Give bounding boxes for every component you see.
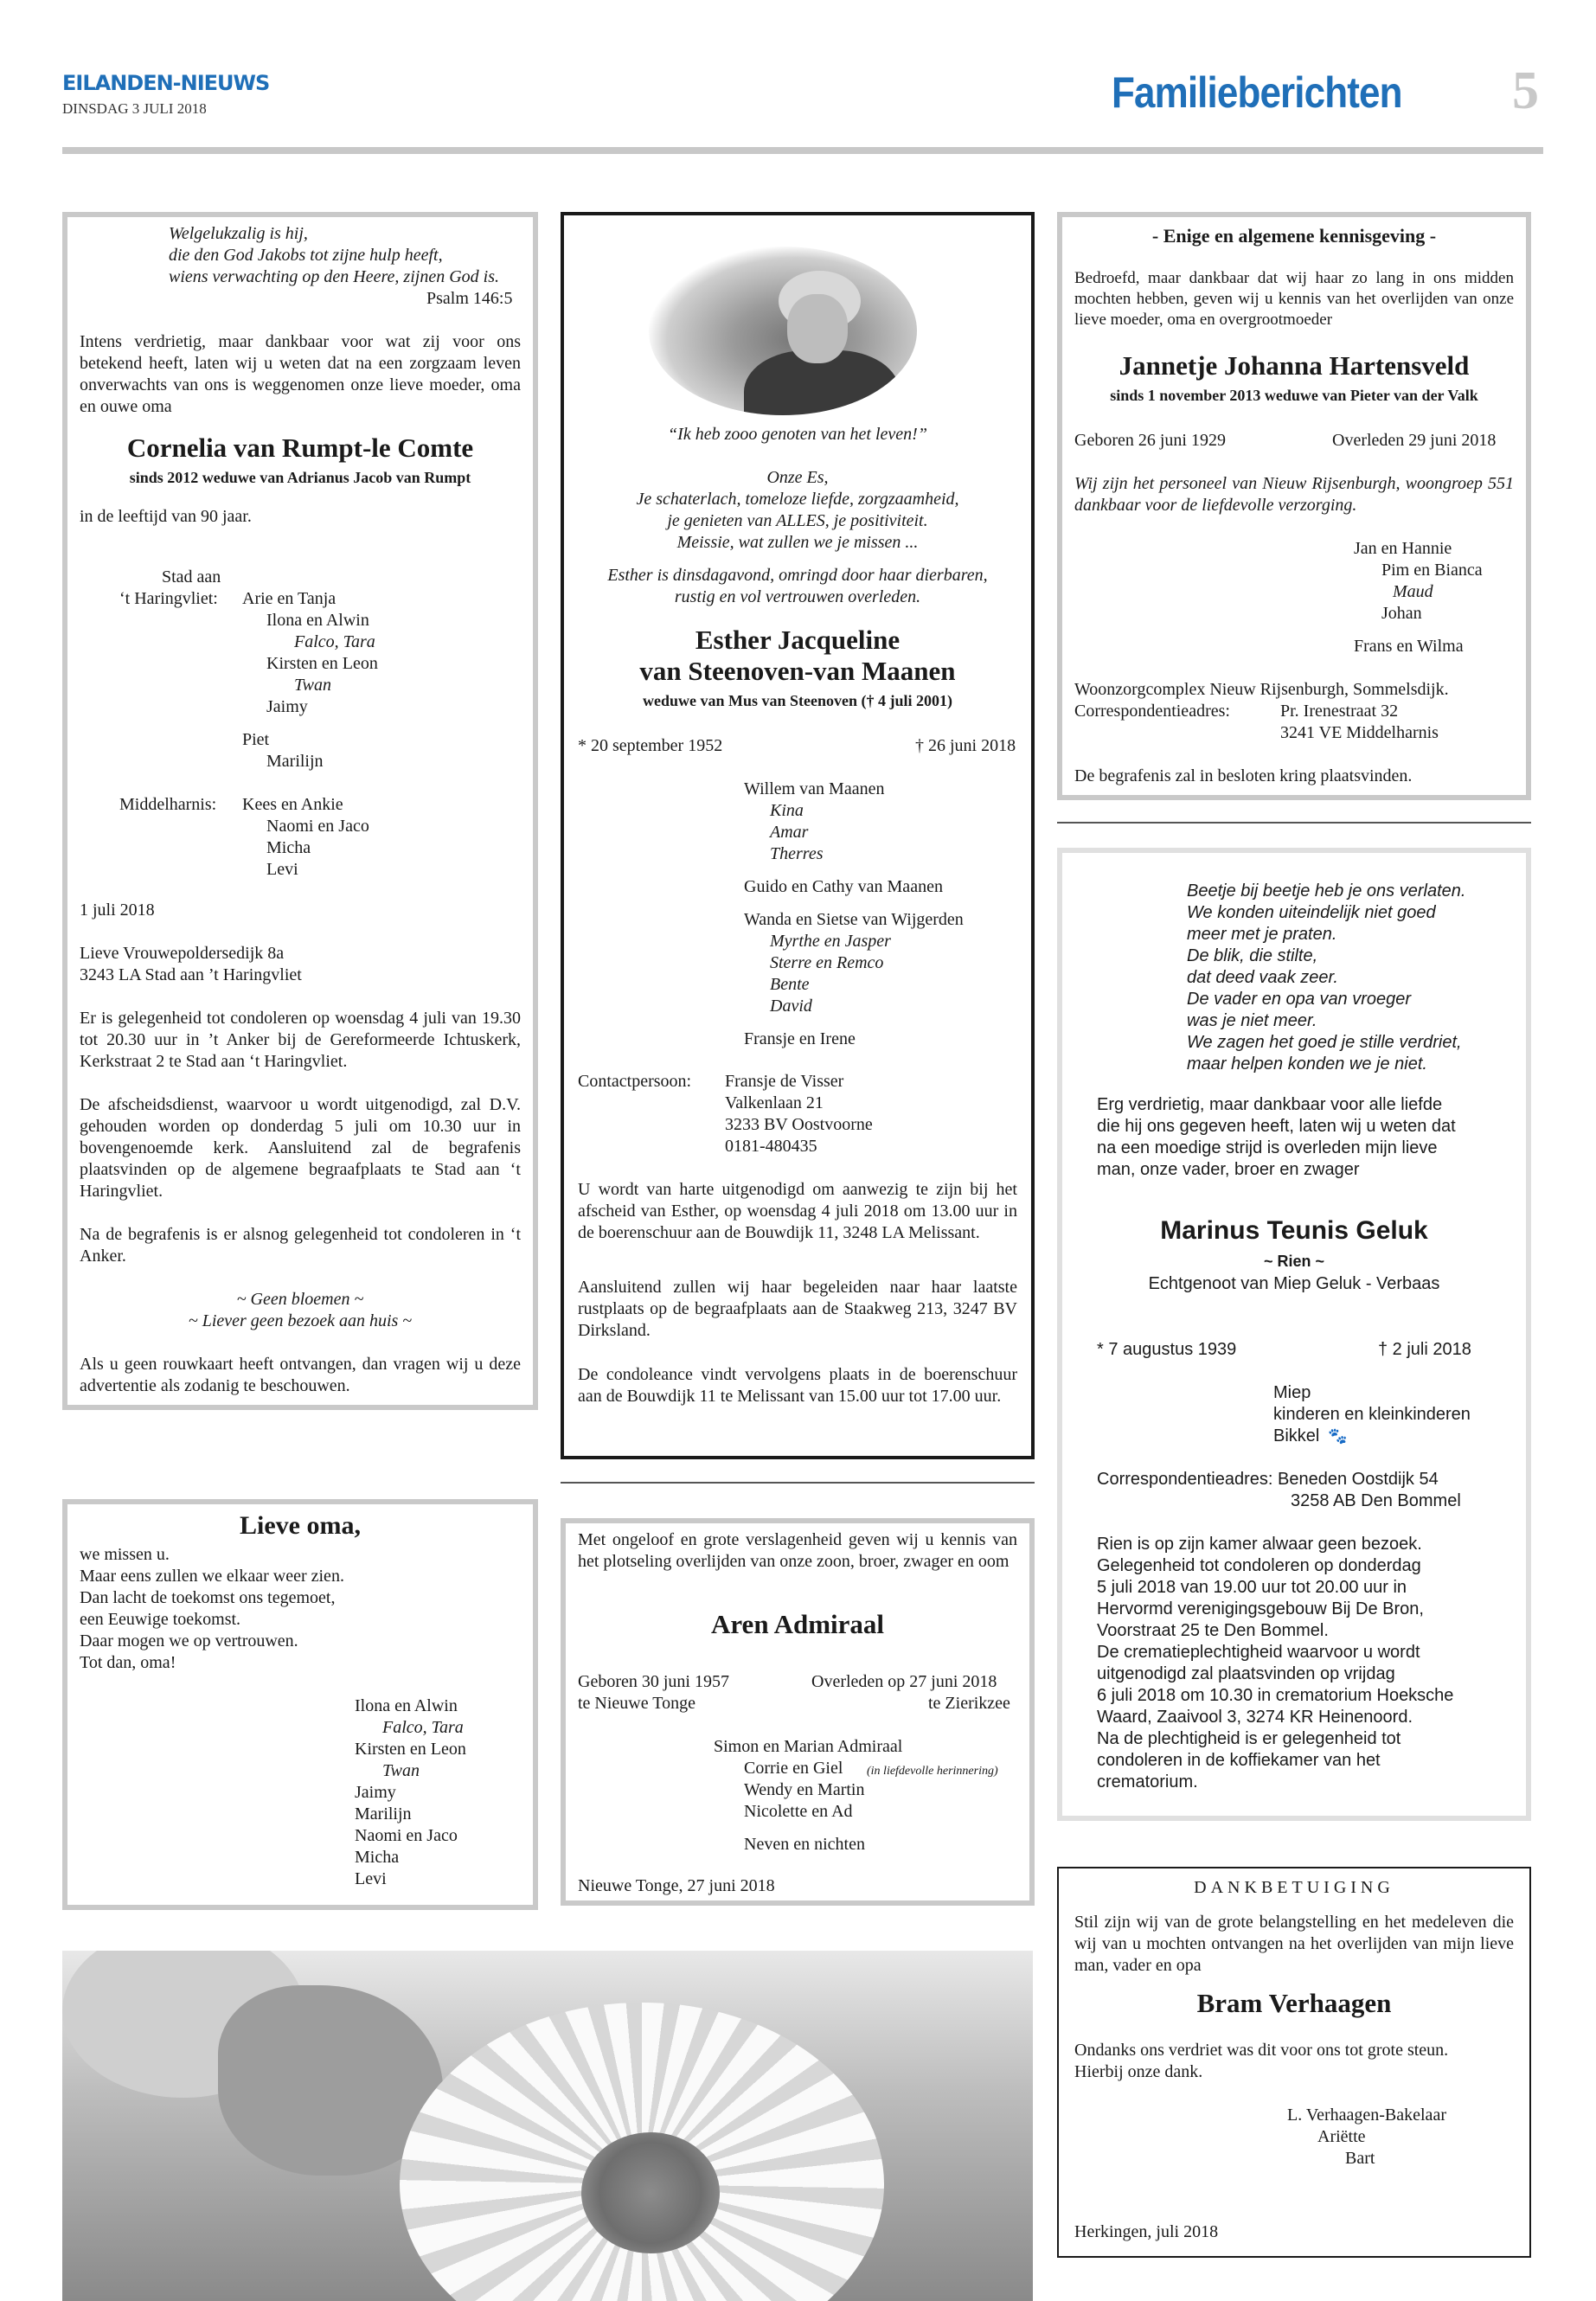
- family-member: Jan en Hannie: [1354, 539, 1452, 558]
- memory-note: (in liefdevolle herinnering): [867, 1765, 998, 1778]
- family-member: Willem van Maanen: [744, 779, 885, 798]
- oma-title: Lieve oma,: [240, 1511, 361, 1540]
- family-member: Falco, Tara: [382, 1718, 464, 1737]
- info-line: Hervormd verenigingsgebouw Bij De Bron,: [1097, 1599, 1424, 1618]
- page-number: 5: [1512, 61, 1539, 120]
- notice-heading: DANKBETUIGING: [1194, 1878, 1394, 1897]
- birth-date: * 20 september 1952: [578, 736, 723, 755]
- deceased-name: van Steenoven-van Maanen: [639, 656, 956, 686]
- family-member: Pim en Bianca: [1381, 561, 1483, 580]
- passing-line: Esther is dinsdagavond, omringd door haar dierbaren,: [607, 566, 988, 585]
- family-member: Kirsten en Leon: [355, 1740, 466, 1759]
- deceased-name: Jannetje Johanna Hartensveld: [1118, 350, 1470, 381]
- birth-date: * 7 augustus 1939: [1097, 1340, 1237, 1359]
- family-member: Micha: [266, 838, 311, 857]
- info-line: Rien is op zijn kamer alwaar geen bezoek.: [1097, 1535, 1422, 1554]
- quote-line: wiens verwachting op den Heere, zijnen God is.: [169, 267, 499, 286]
- death-date: † 2 juli 2018: [1378, 1340, 1471, 1359]
- family-member: Fransje en Irene: [744, 1029, 856, 1048]
- family-member: Arie en Tanja: [242, 589, 337, 608]
- deceased-subtitle: sinds 2012 weduwe van Adrianus Jacob van Rumpt: [129, 469, 471, 486]
- after-burial-info: Na de begrafenis is er alsnog gelegenheid tot condoleren in ‘t Anker.: [80, 1225, 521, 1266]
- deceased-name: Cornelia van Rumpt-le Comte: [126, 433, 474, 463]
- card-note: Als u geen rouwkaart heeft ontvangen, dan vragen wij u deze advertentie als zodanig te beschouwen.: [80, 1355, 521, 1395]
- esther-quote: “Ik heb zooo genoten van het leven!”: [668, 425, 927, 444]
- info-line: Waard, Zaaivool 3, 3274 KR Heinenoord.: [1097, 1708, 1413, 1727]
- notice-place-date: Nieuwe Tonge, 27 juni 2018: [578, 1876, 775, 1895]
- family-member: Kirsten en Leon: [266, 654, 378, 673]
- poem-line: De vader en opa van vroeger: [1187, 990, 1412, 1009]
- family-member: Miep: [1273, 1383, 1311, 1402]
- family-member: Bikkel: [1273, 1426, 1320, 1445]
- quote-line: Welgelukzalig is hij,: [169, 224, 308, 243]
- family-member: Levi: [355, 1869, 387, 1888]
- death-date: † 26 juni 2018: [915, 736, 1016, 755]
- family-member: Sterre en Remco: [770, 953, 884, 972]
- paw-icon: 🐾: [1328, 1427, 1348, 1445]
- contact-line: 3233 BV Oostvoorne: [725, 1115, 873, 1134]
- family-member: Frans en Wilma: [1354, 637, 1464, 656]
- spouse-line: Echtgenoot van Miep Geluk - Verbaas: [1148, 1274, 1440, 1293]
- notice-heading: - Enige en algemene kennisgeving -: [1151, 225, 1437, 247]
- notice-intro: Met ongeloof en grote verslagenheid geven wij u kennis van het plotseling overlijden van onze zoon, broer, zwager en oom: [578, 1530, 1017, 1571]
- family-member: Marilijn: [355, 1804, 412, 1823]
- family-member: Ilona en Alwin: [266, 611, 369, 630]
- family-member: Piet: [242, 730, 270, 749]
- newspaper-logo: EILANDEN-NIEUWS: [62, 71, 270, 95]
- poem-line: We zagen het goed je stille verdriet,: [1187, 1033, 1462, 1052]
- age-line: in de leeftijd van 90 jaar.: [80, 507, 252, 526]
- family-member: Kina: [770, 801, 804, 820]
- portrait-photo: [649, 247, 917, 415]
- family-member: Levi: [266, 860, 298, 879]
- family-member: Twan: [382, 1761, 420, 1780]
- family-member: Maud: [1393, 582, 1433, 601]
- passing-line: rustig en vol vertrouwen overleden.: [674, 587, 921, 606]
- family-member: Naomi en Jaco: [355, 1826, 458, 1845]
- birth-date: Geboren 26 juni 1929: [1074, 431, 1226, 450]
- info-line: 6 juli 2018 om 10.30 in crematorium Hoeksche: [1097, 1686, 1454, 1705]
- family-member: Amar: [770, 823, 809, 842]
- family-member: Therres: [770, 844, 824, 863]
- deceased-subtitle: sinds 1 november 2013 weduwe van Pieter van der Valk: [1110, 387, 1478, 404]
- poem-line: Beetje bij beetje heb je ons verlaten.: [1187, 881, 1466, 901]
- intro-line: Erg verdrietig, maar dankbaar voor alle liefde: [1097, 1095, 1443, 1114]
- family-member: Marilijn: [266, 752, 324, 771]
- address-line: 3243 LA Stad aan ’t Haringvliet: [80, 965, 302, 984]
- intro-line: man, onze vader, broer en zwager: [1097, 1160, 1360, 1179]
- column-separator: [561, 1482, 1035, 1484]
- oma-line: we missen u.: [80, 1545, 170, 1564]
- care-home: Woonzorgcomplex Nieuw Rijsenburgh, Sommelsdijk.: [1074, 680, 1449, 699]
- thanks-line: Ondanks ons verdriet was dit voor ons tot grote steun.: [1074, 2041, 1449, 2060]
- deceased-nickname: ~ Rien ~: [1263, 1253, 1325, 1270]
- issue-date: DINSDAG 3 JULI 2018: [62, 100, 207, 117]
- family-member: David: [770, 997, 812, 1016]
- family-member: Simon en Marian Admiraal: [714, 1737, 903, 1756]
- family-member: Bente: [770, 975, 810, 994]
- deceased-name: Esther Jacqueline: [695, 625, 901, 655]
- section-title: Familieberichten: [1112, 68, 1402, 117]
- info-line: 5 juli 2018 van 19.00 uur tot 20.00 uur in: [1097, 1578, 1407, 1597]
- condolence-info: De condoleance vindt vervolgens plaats in de boerenschuur aan de Bouwdijk 11 te Melissant van 15.00 uur tot 17.00 uur.: [578, 1365, 1017, 1406]
- no-flowers: ~ Geen bloemen ~: [236, 1290, 364, 1309]
- birth-place: te Nieuwe Tonge: [578, 1694, 695, 1713]
- family-member: kinderen en kleinkinderen: [1273, 1405, 1471, 1424]
- notice-intro: Bedroefd, maar dankbaar dat wij haar zo lang in ons midden mochten hebben, geven wij u kennis van het overlijden van onze lieve moeder, oma en overgrootmoeder: [1074, 269, 1514, 329]
- oma-line: een Eeuwige toekomst.: [80, 1610, 241, 1629]
- poem-line: Meissie, wat zullen we je missen ...: [676, 533, 919, 552]
- family-member: Johan: [1381, 604, 1422, 623]
- info-line: De crematieplechtigheid waarvoor u wordt: [1097, 1643, 1420, 1662]
- deceased-name: Marinus Teunis Geluk: [1160, 1216, 1428, 1245]
- death-date: Overleden op 27 juni 2018: [811, 1672, 997, 1691]
- family-member: Bart: [1345, 2149, 1375, 2168]
- contact-line: 0181-480435: [725, 1137, 817, 1156]
- correspondence-address: Correspondentieadres: Beneden Oostdijk 54: [1097, 1470, 1439, 1489]
- notice-intro: Stil zijn wij van de grote belangstelling en het medeleven die wij van u mochten ontvangen na het overlijden van mijn lieve man, vader en opa: [1074, 1913, 1514, 1975]
- family-member: Twan: [294, 676, 331, 695]
- correspondence-address: Pr. Irenestraat 32: [1280, 702, 1399, 721]
- family-member: Falco, Tara: [294, 632, 375, 651]
- poem-line: Onze Es,: [766, 468, 829, 487]
- daisy-center: [581, 2132, 720, 2253]
- family-member: Myrthe en Jasper: [770, 932, 891, 951]
- deceased-name: Aren Admiraal: [710, 1609, 885, 1639]
- birth-date: Geboren 30 juni 1957: [578, 1672, 729, 1691]
- family-member: Wendy en Martin: [744, 1780, 865, 1799]
- staff-thanks: Wij zijn het personeel van Nieuw Rijsenburgh, woongroep 551 dankbaar voor de liefdevolle verzorging.: [1074, 474, 1514, 515]
- poem-line: dat deed vaak zeer.: [1187, 968, 1338, 987]
- oma-line: Dan lacht de toekomst ons tegemoet,: [80, 1588, 336, 1607]
- farewell-info: U wordt van harte uitgenodigd om aanwezig te zijn bij het afscheid van Esther, op woensdag 4 juli 2018 om 13.00 uur in de boerenschuur aan de Bouwdijk 11, 3248 LA Melissant.: [578, 1180, 1017, 1242]
- intro-line: die hij ons gegeven heeft, laten wij u weten dat: [1097, 1117, 1456, 1136]
- info-line: Gelegenheid tot condoleren op donderdag: [1097, 1556, 1421, 1575]
- condolence-info: Er is gelegenheid tot condoleren op woensdag 4 juli van 19.30 tot 20.30 uur in ’t Anker bij de Gereformeerde Ichtuskerk, Kerkstraat 2 te Stad aan ‘t Haringvliet.: [80, 1009, 521, 1071]
- family-member: Micha: [355, 1848, 400, 1867]
- death-date: Overleden 29 juni 2018: [1332, 431, 1497, 450]
- deceased-subtitle: weduwe van Mus van Steenoven († 4 juli 2001): [642, 692, 952, 709]
- no-visits: ~ Liever geen bezoek aan huis ~: [188, 1311, 413, 1330]
- info-line: Na de plechtigheid is er gelegenheid tot: [1097, 1729, 1401, 1748]
- header-rule: [62, 147, 1543, 154]
- info-line: crematorium.: [1097, 1772, 1198, 1791]
- family-member: Guido en Cathy van Maanen: [744, 877, 943, 896]
- burial-info: Aansluitend zullen wij haar begeleiden naar haar laatste rustplaats op de begraafplaats aan de Staakweg 213, 3247 BV Dirksland.: [578, 1278, 1017, 1340]
- thanks-line: Hierbij onze dank.: [1074, 2062, 1203, 2081]
- service-info: De afscheidsdienst, waarvoor u wordt uitgenodigd, zal D.V. gehouden worden op donderdag 5 juli om 10.30 uur in bovengenoemde kerk. Aansluitend zal de begrafenis plaatsvinden op de algemene begraafplaats te Stad aan ‘t Haringvliet.: [80, 1095, 521, 1201]
- contact-line: Fransje de Visser: [725, 1072, 844, 1091]
- address-line: Lieve Vrouwepoldersedijk 8a: [80, 944, 285, 963]
- poem-line: je genieten van ALLES, je positiviteit.: [667, 511, 928, 530]
- contact-label: Contactpersoon:: [578, 1072, 692, 1091]
- daisy-photo: [62, 1951, 1033, 2301]
- place-label: Middelharnis:: [119, 795, 217, 814]
- poem-line: We konden uiteindelijk niet goed: [1187, 903, 1436, 922]
- deceased-name: Bram Verhaagen: [1196, 1988, 1392, 2018]
- family-member: Naomi en Jaco: [266, 817, 369, 836]
- notice-date: 1 juli 2018: [80, 901, 155, 920]
- info-line: condoleren in de koffiekamer van het: [1097, 1751, 1381, 1770]
- oma-line: Tot dan, oma!: [80, 1653, 176, 1672]
- family-member: Neven en nichten: [744, 1835, 865, 1854]
- oma-line: Daar mogen we op vertrouwen.: [80, 1631, 298, 1650]
- family-member: Wanda en Sietse van Wijgerden: [744, 910, 964, 929]
- family-member: Nicolette en Ad: [744, 1802, 853, 1821]
- quote-line: die den God Jakobs tot zijne hulp heeft,: [169, 246, 443, 265]
- quote-source: Psalm 146:5: [426, 289, 513, 308]
- family-member: Corrie en Giel: [744, 1759, 843, 1778]
- family-member: Jaimy: [355, 1783, 396, 1802]
- poem-line: De blik, die stilte,: [1187, 946, 1318, 965]
- correspondence-address: 3241 VE Middelharnis: [1280, 723, 1439, 742]
- oma-line: Maar eens zullen we elkaar weer zien.: [80, 1567, 344, 1586]
- family-member: Kees en Ankie: [242, 795, 343, 814]
- poem-line: maar helpen konden we je niet.: [1187, 1054, 1427, 1074]
- poem-line: was je niet meer.: [1187, 1011, 1317, 1030]
- info-line: uitgenodigd zal plaatsvinden op vrijdag: [1097, 1664, 1395, 1683]
- notice-place-date: Herkingen, juli 2018: [1074, 2222, 1219, 2241]
- family-member: Ariëtte: [1317, 2127, 1366, 2146]
- family-member: L. Verhaagen-Bakelaar: [1287, 2106, 1446, 2125]
- poem-line: Je schaterlach, tomeloze liefde, zorgzaamheid,: [636, 490, 959, 509]
- portrait-face: [787, 294, 848, 363]
- death-place: te Zierikzee: [928, 1694, 1010, 1713]
- notice-intro: Intens verdrietig, maar dankbaar voor wat zij voor ons betekend heeft, laten wij u weten dat na een zorgzaam leven onverwachts van ons is weggenomen onze lieve moeder, oma en ouwe oma: [80, 332, 521, 416]
- correspondence-address: 3258 AB Den Bommel: [1291, 1491, 1461, 1510]
- column-separator: [1057, 822, 1531, 824]
- place-label: Stad aan: [162, 567, 221, 586]
- info-line: Voorstraat 25 te Den Bommel.: [1097, 1621, 1329, 1640]
- family-member: Ilona en Alwin: [355, 1696, 458, 1715]
- correspondence-label: Correspondentieadres:: [1074, 702, 1230, 721]
- burial-info: De begrafenis zal in besloten kring plaatsvinden.: [1074, 766, 1413, 785]
- place-label: ‘t Haringvliet:: [119, 589, 218, 608]
- contact-line: Valkenlaan 21: [725, 1093, 824, 1112]
- poem-line: meer met je praten.: [1187, 925, 1337, 944]
- intro-line: na een moedige strijd is overleden mijn lieve: [1097, 1138, 1438, 1157]
- family-member: Jaimy: [266, 697, 308, 716]
